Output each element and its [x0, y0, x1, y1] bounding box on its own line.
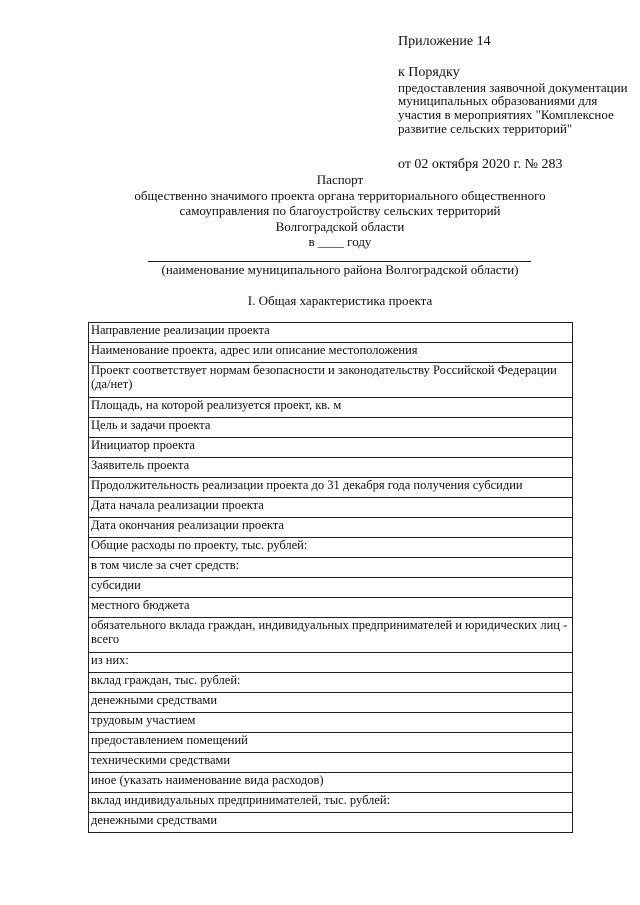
table-row [89, 578, 573, 598]
table-cell-label: Проект соответствует нормам безопасности и законодательству Российской Федерации (да/нет) [89, 363, 573, 398]
table-row [89, 773, 573, 793]
table-cell-label: предоставлением помещений [89, 733, 573, 753]
passport-title-block [100, 172, 580, 250]
passport-title: Паспорт [316, 172, 364, 187]
appendix-description: предоставления заявочной документации муниципальных образованиями для участия в мероприятиях "Комплексное развитие сельских территорий" [398, 79, 628, 136]
table-cell-label: Наименование проекта, адрес или описание местоположения [89, 343, 573, 363]
table-row [89, 323, 573, 343]
table-row [89, 693, 573, 713]
appendix-to: к Порядку [398, 65, 460, 81]
table-cell-label: Направление реализации проекта [89, 323, 573, 343]
passport-region: Волгоградской области [275, 218, 405, 234]
table-cell-label: из них: [89, 653, 573, 673]
table-row [89, 538, 573, 558]
table-cell-label: денежными средствами [89, 813, 573, 833]
table-cell-label: вклад индивидуальных предпринимателей, тыс. рублей: [89, 793, 573, 813]
table-cell-label: техническими средствами [89, 753, 573, 773]
table-row [89, 618, 573, 653]
table-row [89, 478, 573, 498]
table-cell-label: местного бюджета [89, 598, 573, 618]
table-row [89, 793, 573, 813]
passport-subtitle-line2: самоуправления по благоустройству сельских территорий [179, 203, 501, 219]
table-cell-label: Цель и задачи проекта [89, 418, 573, 438]
table-row [89, 813, 573, 833]
table-row [89, 673, 573, 693]
table-cell-label: Продолжительность реализации проекта до 31 декабря года получения субсидии [89, 478, 573, 498]
table-cell-label: в том числе за счет средств: [89, 558, 573, 578]
table-row [89, 753, 573, 773]
table-row [89, 598, 573, 618]
table-row [89, 733, 573, 753]
table-row [89, 458, 573, 478]
table-cell-label: Заявитель проекта [89, 458, 573, 478]
table-cell-label: Площадь, на которой реализуется проект, кв. м [89, 398, 573, 418]
table-cell-label: иное (указать наименование вида расходов) [89, 773, 573, 793]
table-cell-label: Дата начала реализации проекта [89, 498, 573, 518]
table-row [89, 418, 573, 438]
table-cell-label: обязательного вклада граждан, индивидуальных предпринимателей и юридических лиц - всего [89, 618, 573, 653]
table-row [89, 653, 573, 673]
table-cell-label: трудовым участием [89, 713, 573, 733]
table-row [89, 398, 573, 418]
table-cell-label: вклад граждан, тыс. рублей: [89, 673, 573, 693]
appendix-header [398, 34, 630, 173]
table-cell-label: Инициатор проекта [89, 438, 573, 458]
table-row [89, 363, 573, 398]
project-characteristics-table [88, 322, 573, 833]
table-row [89, 498, 573, 518]
appendix-date: от 02 октября 2020 г. № 283 [398, 157, 563, 173]
passport-subtitle-line1: общественно значимого проекта органа территориального общественного [134, 187, 546, 203]
table-row [89, 518, 573, 538]
table-row [89, 558, 573, 578]
table-row [89, 713, 573, 733]
table-cell-label: субсидии [89, 578, 573, 598]
table-cell-label: Общие расходы по проекту, тыс. рублей: [89, 538, 573, 558]
table-row [89, 343, 573, 363]
section-heading: I. Общая характеристика проекта [247, 293, 433, 308]
passport-year: в ____ году [308, 234, 372, 250]
table-row [89, 438, 573, 458]
table-cell-label: Дата окончания реализации проекта [89, 518, 573, 538]
table-cell-label: денежными средствами [89, 693, 573, 713]
appendix-title: Приложение 14 [398, 34, 491, 49]
municipality-caption: (наименование муниципального района Волгоградской области) [161, 262, 519, 277]
